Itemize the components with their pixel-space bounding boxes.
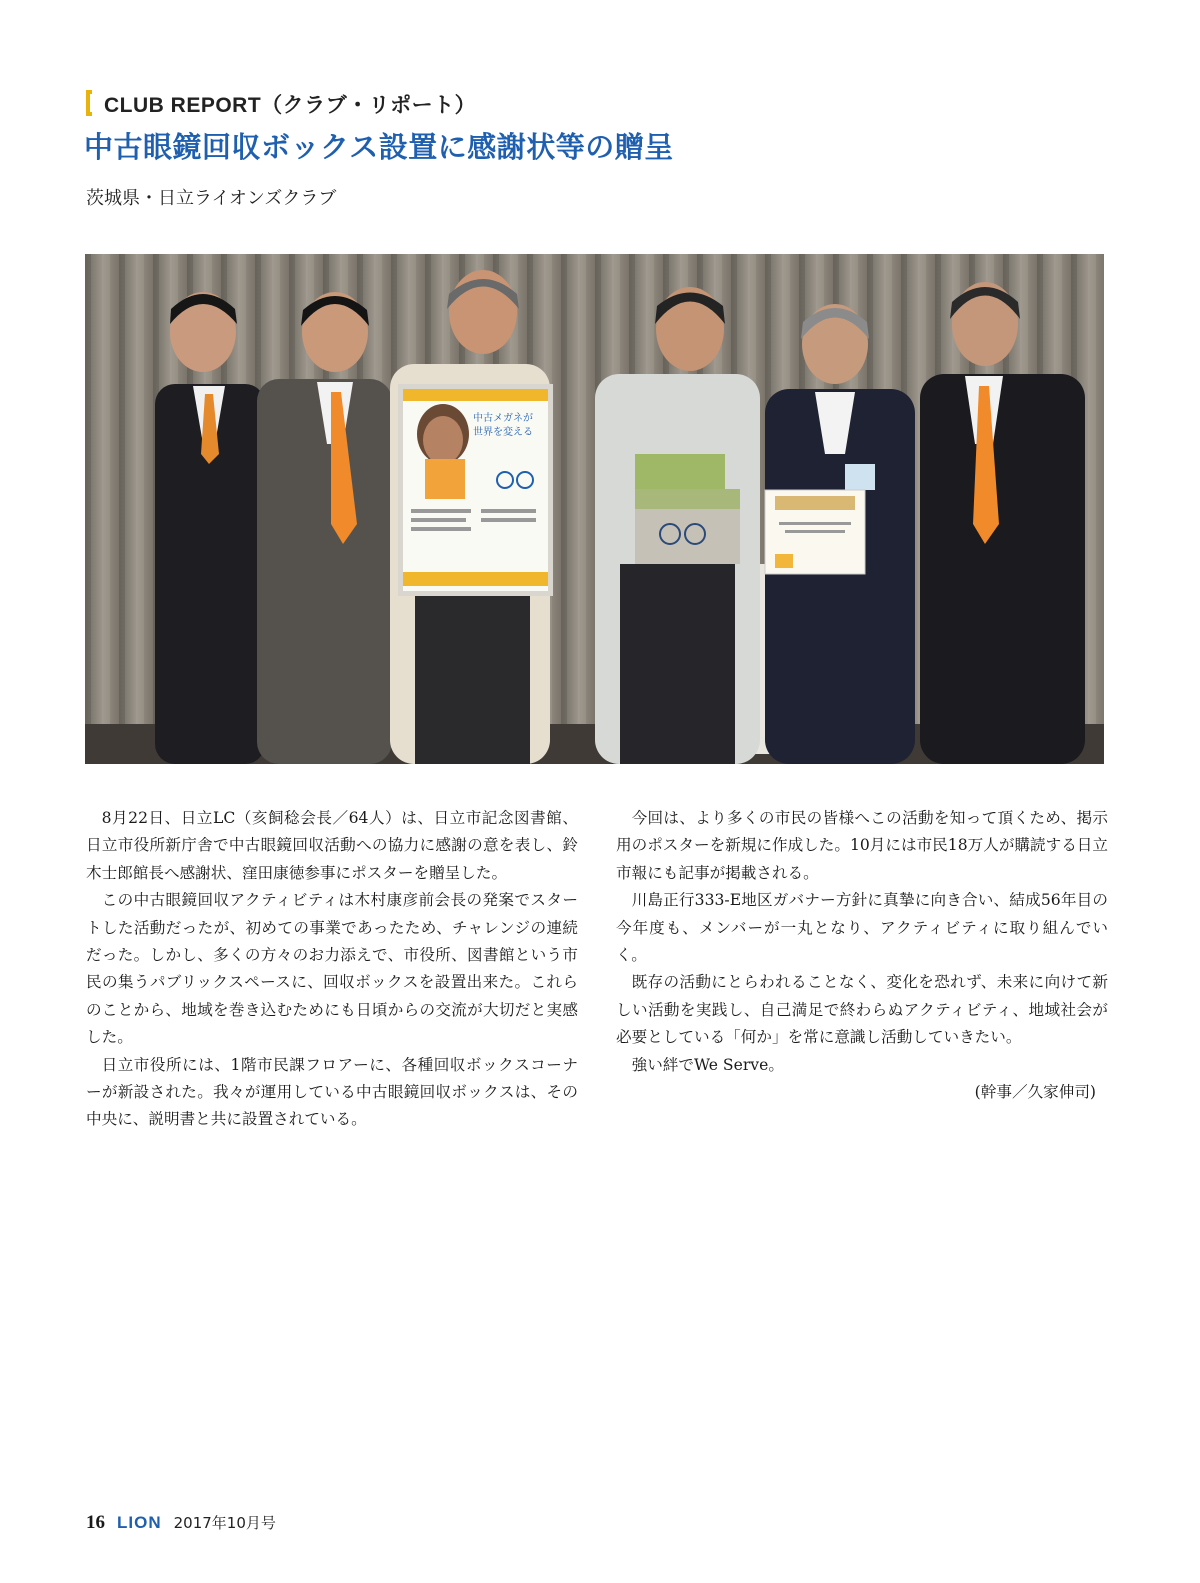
poster-headline-2: 世界を変える [473,427,533,438]
article-paragraph: 8月22日、日立LC（亥飼稔会長／64人）は、日立市記念図書館、日立市役所新庁舎で中古眼鏡回収活動への協力に感謝の意を表し、鈴木士郎館長へ感謝状、窪田康徳参事にポスターを贈呈した。 [86,809,578,882]
page-footer [86,1512,276,1534]
article-column-right [616,805,1108,1106]
article-paragraph: 今回は、より多くの市民の皆様へこの活動を知って頂くため、掲示用のポスターを新規に作成した。10月には市民18万人が購読する日立市報にも記事が掲載される。 [616,809,1108,882]
issue-date: 2017年10月号 [173,1514,276,1532]
magazine-name: LION [117,1513,162,1532]
club-name: 茨城県・日立ライオンズクラブ [86,188,337,209]
article-paragraph: 川島正行333-E地区ガバナー方針に真摯に向き合い、結成56年目の今年度も、メンバーが一丸となり、アクティビティに取り組んでいく。 [616,891,1108,965]
article-paragraph: 日立市役所には、1階市民課フロアーに、各種回収ボックスコーナーが新設された。我々が運用している中古眼鏡回収ボックスは、その中央に、説明書と共に設置されている。 [86,1055,578,1129]
collection-box [635,454,740,564]
section-bracket-icon [86,90,92,116]
article-column-left [86,805,578,1134]
poster [398,384,553,596]
article-title: 中古眼鏡回収ボックス設置に感謝状等の贈呈 [84,130,674,164]
article-paragraph: 既存の活動にとらわれることなく、変化を恐れず、未来に向けて新しい活動を実践し、自己満足で終わらぬアクティビティ、地域社会が必要としている「何か」を常に意識し活動していきたい。 [616,973,1108,1047]
certificate [765,490,865,574]
page-number: 16 [86,1512,105,1533]
author-signature: (幹事／久家伸司) [974,1083,1096,1102]
poster-headline-1: 中古メガネが [473,413,533,424]
article-paragraph: この中古眼鏡回収アクティビティは木村康彦前会長の発案でスタートした活動だったが、初めての事業であったため、チャレンジの連続だった。しかし、多くの方々のお力添えで、市役所、図書館という市民の集うパブリックスペースに、回収ボックスを設置出来た。これらのことから、地域を巻き込むためにも日頃からの交流が大切だと実感した。 [86,891,578,1047]
section-label: CLUB REPORT（クラブ・リポート） [104,94,477,117]
article-paragraph: 強い絆でWe Serve。 [631,1055,784,1074]
group-photo [85,254,1104,764]
